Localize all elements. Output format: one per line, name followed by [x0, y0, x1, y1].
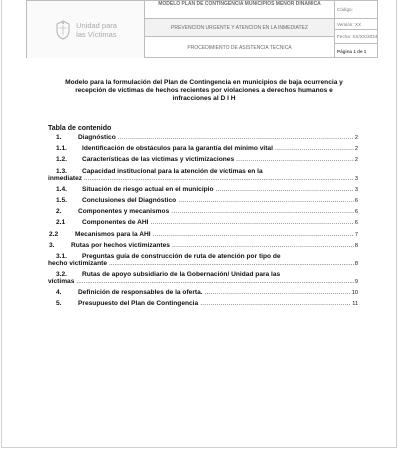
toc-page-number: 7 [354, 231, 358, 238]
toc-entry[interactable] [56, 197, 358, 204]
toc-entry-label: Componentes y mecanismos ..... [78, 208, 354, 215]
logo-line-1: Unidad para [76, 20, 117, 30]
toc-entry-number: 1.4. [56, 185, 67, 193]
toc-page-number: 2 [354, 146, 358, 153]
toc-page-number: 8 [354, 242, 358, 249]
toc-entry-number: 2. [56, 208, 62, 216]
header-page-number: Página 1 de 1 [337, 48, 367, 54]
toc-entry-label: Presupuesto del Plan de Contingencia ..... [78, 300, 351, 307]
header-meta-column [335, 1, 378, 58]
toc-entry[interactable] [48, 252, 358, 267]
toc-entry[interactable] [56, 289, 358, 296]
toc-entry-label: Diagnóstico ..... [78, 134, 354, 141]
toc-entry-number: 3.2. [56, 271, 67, 279]
toc-entry[interactable] [56, 300, 358, 307]
toc-page-number: 2 [354, 135, 358, 141]
toc-entry-label: Componentes de AHI ..... [82, 219, 354, 226]
toc-entry[interactable] [56, 156, 358, 163]
table-of-contents [48, 134, 358, 312]
toc-entry[interactable] [48, 167, 358, 182]
toc-page-number: 9 [354, 279, 358, 286]
toc-entry-number: 3.1. [56, 252, 67, 260]
toc-entry-label: Identificación de obstáculos para la garantía del mínimo vital ..... [82, 145, 354, 152]
toc-entry-number: 2.1 [56, 219, 66, 227]
toc-page-number: 6 [354, 220, 358, 227]
toc-entry-number: 2.2 [49, 230, 59, 238]
toc-entry-label-continued: víctimas ..... [48, 278, 354, 285]
toc-page-number: 3 [354, 175, 358, 182]
header-model-title: MODELO PLAN DE CONTINGENCIA MUNICIPIOS MENOR DINAMICA [145, 1, 334, 19]
toc-entry[interactable] [48, 271, 358, 286]
toc-entry[interactable] [56, 186, 358, 193]
header-code: Código: [335, 1, 378, 19]
header-title-column [145, 1, 335, 58]
toc-entry-number: 5. [56, 300, 62, 308]
toc-entry[interactable] [56, 219, 358, 226]
header-version: Versión: XX [335, 19, 378, 30]
toc-page-number: 10 [351, 290, 358, 297]
toc-entry-label-continued: hecho victimizante ..... [48, 260, 354, 267]
header-procedure-name: PROCEDIMIENTO DE ASISTENCIA TECNICA [187, 44, 292, 51]
toc-entry-label: 3.2. Rutas de apoyo subsidiario de la Gobernación/ Unidad para las [56, 271, 281, 279]
unidad-victimas-logo [54, 20, 117, 40]
toc-page-number: 11 [352, 301, 358, 308]
toc-entry-label: Conclusiones del Diagnóstico ..... [82, 197, 354, 204]
document-header-table [26, 0, 378, 58]
toc-entry-number: 1. [56, 134, 62, 141]
toc-entry[interactable] [49, 231, 358, 238]
toc-entry-label: Mecanismos para la AHI ..... [75, 231, 354, 238]
toc-page-number: 6 [354, 209, 358, 216]
toc-entry[interactable] [56, 134, 358, 141]
toc-entry[interactable] [56, 145, 358, 152]
logo-cell [27, 1, 145, 58]
toc-entry-number: 1.1. [56, 145, 67, 153]
toc-entry-number: 1.3. [56, 167, 67, 175]
toc-heading: Tabla de contenido [48, 125, 112, 132]
toc-entry-label: Rutas por hechos victimizantes ..... [71, 242, 354, 249]
coat-of-arms-icon [54, 20, 72, 40]
header-date: Fecha: XX/XX/2024 [335, 30, 378, 44]
toc-entry[interactable] [56, 208, 358, 215]
toc-entry-label: 1.3. Capacidad institucional para la atención de víctimas en la [56, 167, 263, 175]
document-title: Modelo para la formulación del Plan de Contingencia en municipios de baja ocurrencia y recepción de víctimas de hechos recientes por violaciones a derechos humanos e infracciones al D I H [65, 79, 343, 102]
document-page [1, 0, 397, 448]
toc-entry-number: 1.5. [56, 196, 67, 204]
toc-page-number: 2 [354, 157, 358, 164]
header-process-name: PREVENCION URGENTE Y ATENCION EN LA INMEDIATEZ [145, 19, 334, 37]
toc-entry-label: Características de las víctimas y victimizaciones ..... [82, 156, 354, 163]
toc-entry-number: 3. [49, 241, 55, 249]
toc-entry-label: Definición de responsables de la oferta. ..... [78, 289, 351, 296]
toc-page-number: 3 [354, 186, 358, 193]
toc-entry-number: 1.2. [56, 156, 67, 164]
toc-page-number: 8 [354, 260, 358, 267]
toc-entry[interactable] [49, 242, 358, 249]
toc-entry-label: 3.1. Preguntas guía de construcción de ruta de atención por tipo de [56, 252, 281, 260]
toc-entry-label-continued: inmediatez ..... [48, 175, 354, 182]
toc-page-number: 6 [354, 197, 358, 204]
logo-line-2: las Víctimas [76, 29, 117, 39]
toc-entry-number: 4. [56, 289, 62, 297]
toc-entry-label: Situación de riesgo actual en el municipio ..... [82, 186, 354, 193]
